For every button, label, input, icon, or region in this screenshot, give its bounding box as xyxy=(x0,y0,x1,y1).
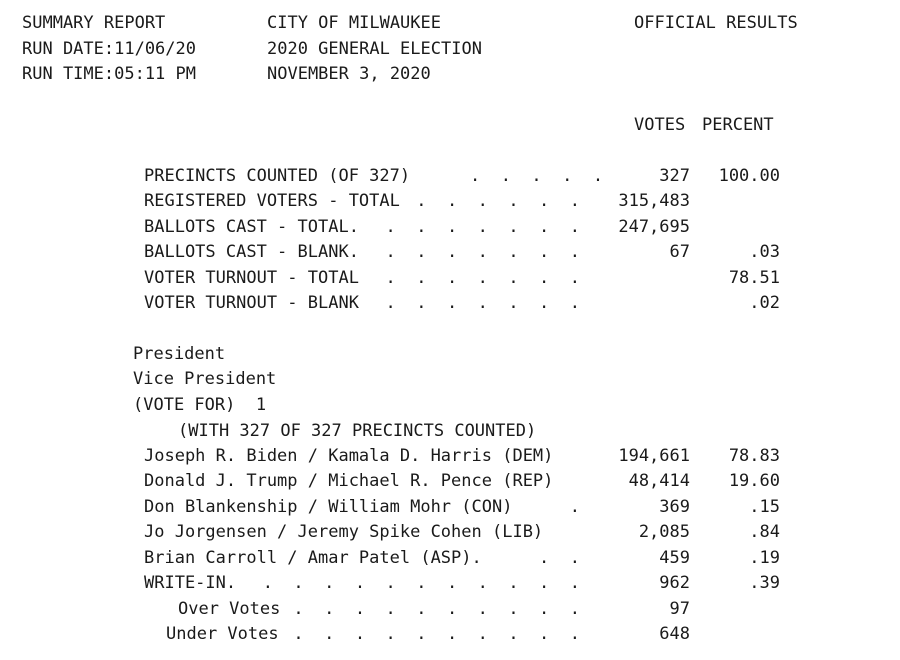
vote-for-label: (VOTE FOR) 1 xyxy=(133,395,267,415)
under-votes-label: Under Votes xyxy=(166,624,279,644)
stat-votes: 327 xyxy=(659,166,690,186)
precincts-counted-note: (WITH 327 OF 327 PRECINCTS COUNTED) xyxy=(178,421,537,441)
candidate-name: Brian Carroll / Amar Patel (ASP). xyxy=(144,548,482,568)
report-type-label: SUMMARY REPORT xyxy=(22,13,166,33)
candidate-percent: .19 xyxy=(749,548,780,568)
stat-label: PRECINCTS COUNTED (OF 327) xyxy=(144,166,411,186)
stat-votes: 315,483 xyxy=(618,191,690,211)
candidate-votes: 48,414 xyxy=(628,471,690,491)
election-name: 2020 GENERAL ELECTION xyxy=(267,39,482,59)
leader-dots: . . . . . . . . . . . xyxy=(262,573,580,593)
run-time: RUN TIME:05:11 PM xyxy=(22,64,196,84)
candidate-name: Don Blankenship / William Mohr (CON) xyxy=(144,497,513,517)
percent-column-header: PERCENT xyxy=(702,115,774,135)
leader-dots: . . . . . . xyxy=(416,191,580,211)
leader-dots: . . . . . . . xyxy=(385,242,580,262)
candidate-votes: 2,085 xyxy=(638,522,690,542)
candidate-votes: 459 xyxy=(659,548,690,568)
candidate-percent: .15 xyxy=(749,497,780,517)
leader-dots: . . . . . . . xyxy=(385,217,580,237)
write-in-votes: 962 xyxy=(659,573,690,593)
over-votes-label: Over Votes xyxy=(178,599,281,619)
candidate-name: Joseph R. Biden / Kamala D. Harris (DEM) xyxy=(144,446,554,466)
stat-label: BALLOTS CAST - TOTAL. xyxy=(144,217,359,237)
leader-dots: . . xyxy=(539,548,580,568)
candidate-name: Jo Jorgensen / Jeremy Spike Cohen (LIB) xyxy=(144,522,544,542)
election-date: NOVEMBER 3, 2020 xyxy=(267,64,431,84)
stat-label: VOTER TURNOUT - TOTAL xyxy=(144,268,359,288)
candidate-votes: 369 xyxy=(659,497,690,517)
stat-percent: .03 xyxy=(749,242,780,262)
candidate-votes: 194,661 xyxy=(618,446,690,466)
candidate-percent: .84 xyxy=(749,522,780,542)
write-in-percent: .39 xyxy=(749,573,780,593)
candidate-name: Donald J. Trump / Michael R. Pence (REP) xyxy=(144,471,554,491)
leader-dots: . xyxy=(569,497,580,517)
office-subtitle: Vice President xyxy=(133,369,277,389)
office-title: President xyxy=(133,344,226,364)
stat-votes: 247,695 xyxy=(618,217,690,237)
leader-dots: . . . . . xyxy=(470,166,604,186)
stat-percent: 100.00 xyxy=(718,166,780,186)
leader-dots: . . . . . . . . . . xyxy=(293,599,580,619)
under-votes-count: 648 xyxy=(659,624,690,644)
official-results-label: OFFICIAL RESULTS xyxy=(634,13,798,33)
leader-dots: . . . . . . . xyxy=(385,293,580,313)
stat-label: BALLOTS CAST - BLANK. xyxy=(144,242,359,262)
write-in-label: WRITE-IN. xyxy=(144,573,237,593)
stat-label: VOTER TURNOUT - BLANK xyxy=(144,293,359,313)
candidate-percent: 19.60 xyxy=(728,471,780,491)
stat-votes: 67 xyxy=(669,242,690,262)
candidate-percent: 78.83 xyxy=(728,446,780,466)
over-votes-count: 97 xyxy=(669,599,690,619)
stat-percent: 78.51 xyxy=(728,268,780,288)
leader-dots: . . . . . . . xyxy=(385,268,580,288)
run-date: RUN DATE:11/06/20 xyxy=(22,39,196,59)
stat-percent: .02 xyxy=(749,293,780,313)
leader-dots: . . . . . . . . . . xyxy=(293,624,580,644)
votes-column-header: VOTES xyxy=(634,115,686,135)
stat-label: REGISTERED VOTERS - TOTAL xyxy=(144,191,400,211)
city-name: CITY OF MILWAUKEE xyxy=(267,13,441,33)
